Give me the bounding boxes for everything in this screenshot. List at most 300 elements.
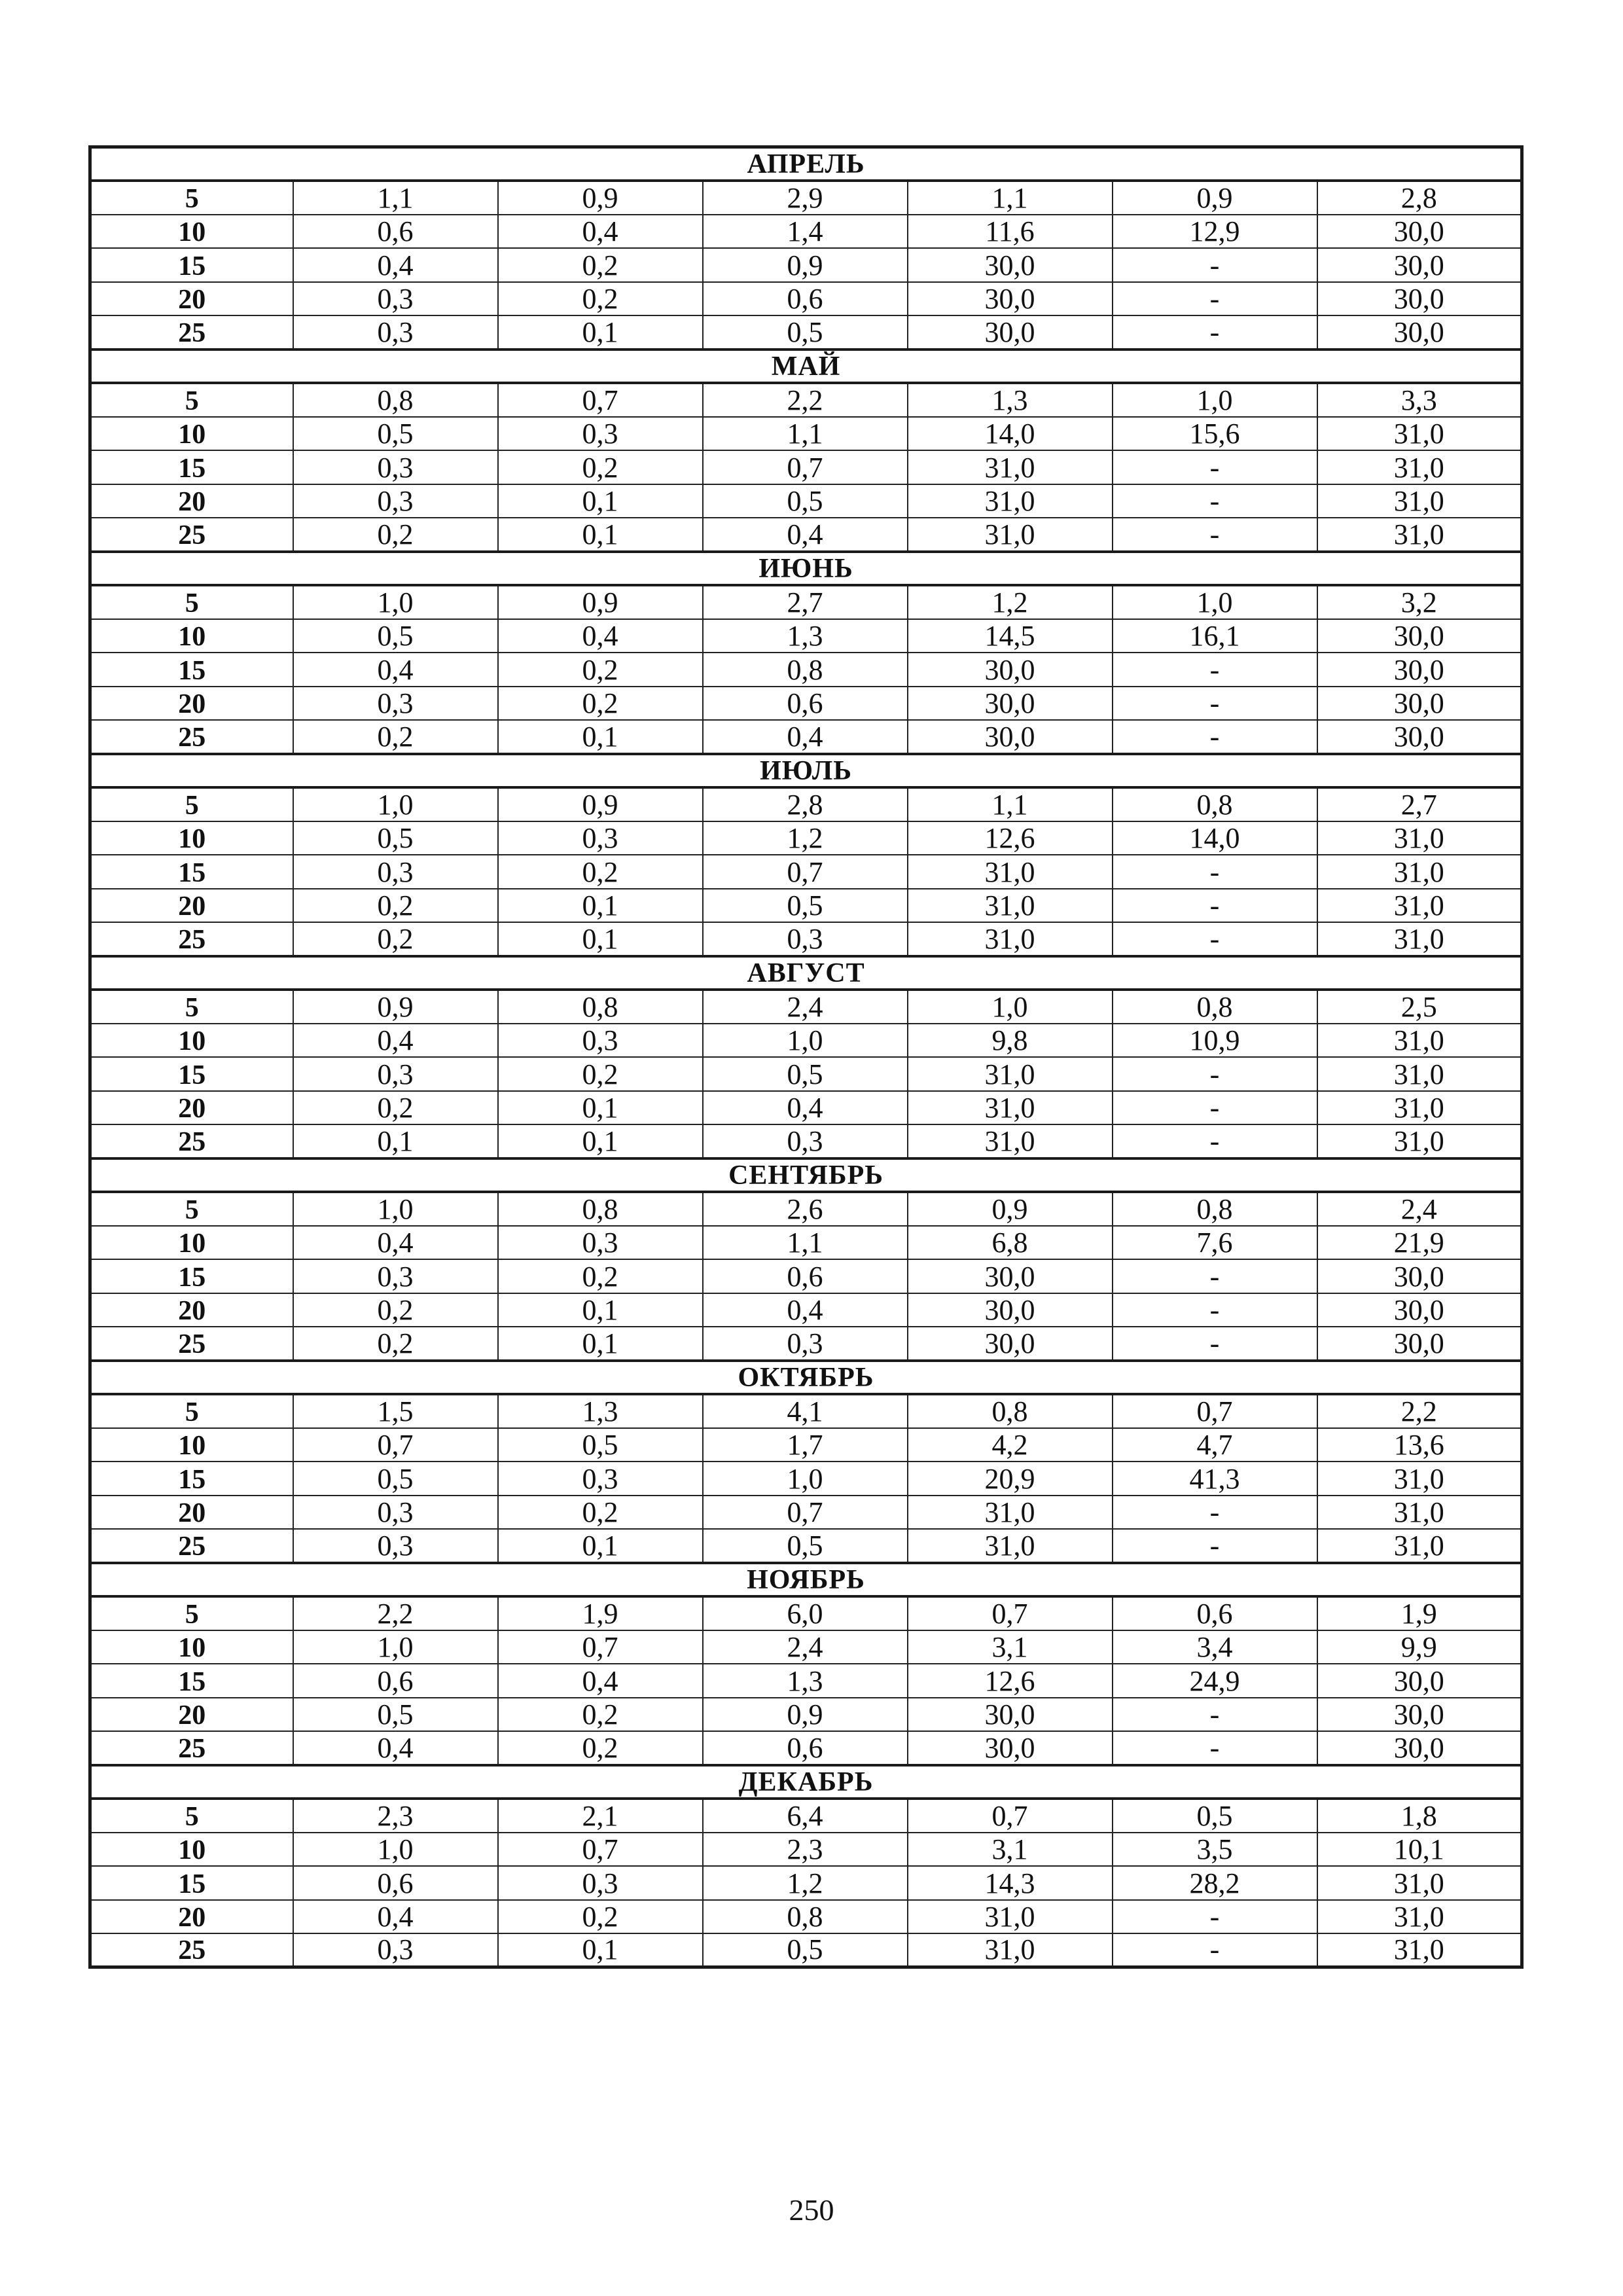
table-cell: 2,7 xyxy=(703,585,908,619)
table-row xyxy=(90,1833,1522,1867)
table-cell: 0,7 xyxy=(908,1799,1113,1833)
table-cell: 3,3 xyxy=(1317,383,1522,417)
table-cell: - xyxy=(1113,1327,1317,1361)
table-cell: 0,7 xyxy=(703,1496,908,1530)
table-cell: 31,0 xyxy=(908,518,1113,552)
table-row xyxy=(90,315,1522,350)
table-cell: - xyxy=(1113,518,1317,552)
table-cell: 0,7 xyxy=(908,1596,1113,1630)
table-cell: 31,0 xyxy=(1317,1900,1522,1934)
row-label: 25 xyxy=(90,315,293,350)
table-cell: 1,2 xyxy=(703,1866,908,1900)
table-cell: 0,9 xyxy=(498,787,703,821)
row-label: 10 xyxy=(90,821,293,855)
table-cell: 0,4 xyxy=(293,1900,498,1934)
table-cell: 0,2 xyxy=(293,518,498,552)
row-label: 10 xyxy=(90,417,293,451)
table-cell: 30,0 xyxy=(908,1731,1113,1765)
month-title: ИЮНЬ xyxy=(90,552,1522,586)
table-cell: 0,7 xyxy=(498,1833,703,1867)
row-label: 20 xyxy=(90,484,293,518)
table-cell: 0,2 xyxy=(498,1698,703,1732)
row-label: 15 xyxy=(90,450,293,484)
month-title: ДЕКАБРЬ xyxy=(90,1765,1522,1799)
row-label: 25 xyxy=(90,922,293,956)
table-cell: 31,0 xyxy=(908,1529,1113,1563)
table-cell: 0,3 xyxy=(293,855,498,889)
table-cell: 1,2 xyxy=(908,585,1113,619)
table-cell: 0,3 xyxy=(498,821,703,855)
table-cell: 30,0 xyxy=(908,1293,1113,1327)
table-cell: 2,9 xyxy=(703,181,908,215)
month-title: МАЙ xyxy=(90,350,1522,384)
row-label: 10 xyxy=(90,215,293,249)
table-cell: 30,0 xyxy=(908,315,1113,350)
table-row xyxy=(90,1124,1522,1158)
table-cell: 1,8 xyxy=(1317,1799,1522,1833)
table-cell: 1,0 xyxy=(1113,585,1317,619)
row-label: 5 xyxy=(90,383,293,417)
table-cell: 1,0 xyxy=(293,585,498,619)
table-cell: 30,0 xyxy=(1317,619,1522,653)
table-row xyxy=(90,653,1522,687)
row-label: 15 xyxy=(90,1866,293,1900)
table-cell: 1,5 xyxy=(293,1394,498,1428)
table-cell: 0,3 xyxy=(293,687,498,721)
table-cell: 30,0 xyxy=(1317,1698,1522,1732)
table-cell: - xyxy=(1113,1124,1317,1158)
table-cell: 2,1 xyxy=(498,1799,703,1833)
row-label: 5 xyxy=(90,1394,293,1428)
row-label: 20 xyxy=(90,1293,293,1327)
table-row xyxy=(90,1933,1522,1967)
row-label: 15 xyxy=(90,1259,293,1293)
table-cell: 2,8 xyxy=(703,787,908,821)
table-cell: 31,0 xyxy=(1317,821,1522,855)
table-cell: 0,8 xyxy=(1113,787,1317,821)
row-label: 25 xyxy=(90,1731,293,1765)
table-cell: 0,2 xyxy=(498,687,703,721)
table-cell: 31,0 xyxy=(1317,1529,1522,1563)
table-cell: - xyxy=(1113,889,1317,923)
table-cell: 0,5 xyxy=(703,889,908,923)
table-row xyxy=(90,1900,1522,1934)
table-cell: 2,3 xyxy=(703,1833,908,1867)
table-cell: 31,0 xyxy=(1317,1057,1522,1091)
table-cell: 30,0 xyxy=(1317,653,1522,687)
table-cell: 0,2 xyxy=(498,248,703,282)
table-cell: 0,4 xyxy=(498,1664,703,1698)
table-cell: 41,3 xyxy=(1113,1462,1317,1496)
table-row xyxy=(90,1293,1522,1327)
table-cell: 0,1 xyxy=(293,1124,498,1158)
month-title: СЕНТЯБРЬ xyxy=(90,1158,1522,1193)
row-label: 20 xyxy=(90,1091,293,1125)
row-label: 15 xyxy=(90,248,293,282)
table-cell: 31,0 xyxy=(908,855,1113,889)
table-cell: 31,0 xyxy=(908,1900,1113,1934)
table-cell: 0,5 xyxy=(293,417,498,451)
table-row xyxy=(90,1462,1522,1496)
row-label: 20 xyxy=(90,889,293,923)
table-cell: 0,3 xyxy=(293,282,498,316)
table-cell: 0,2 xyxy=(498,1496,703,1530)
table-cell: 30,0 xyxy=(908,653,1113,687)
table-cell: 0,2 xyxy=(498,653,703,687)
table-cell: 30,0 xyxy=(1317,720,1522,754)
table-cell: 0,4 xyxy=(293,1024,498,1058)
table-cell: 31,0 xyxy=(1317,922,1522,956)
row-label: 5 xyxy=(90,181,293,215)
table-cell: 31,0 xyxy=(908,889,1113,923)
page-number: 250 xyxy=(789,2193,834,2227)
table-cell: 0,3 xyxy=(498,1024,703,1058)
table-cell: 12,9 xyxy=(1113,215,1317,249)
table-cell: - xyxy=(1113,1529,1317,1563)
table-cell: 0,1 xyxy=(498,1933,703,1967)
table-cell: 0,8 xyxy=(498,990,703,1024)
table-cell: 31,0 xyxy=(1317,1866,1522,1900)
table-cell: 3,2 xyxy=(1317,585,1522,619)
row-label: 15 xyxy=(90,653,293,687)
row-label: 15 xyxy=(90,1057,293,1091)
table-row xyxy=(90,1664,1522,1698)
table-cell: 0,2 xyxy=(293,1091,498,1125)
table-cell: 31,0 xyxy=(1317,889,1522,923)
table-cell: 0,2 xyxy=(293,1327,498,1361)
table-cell: 30,0 xyxy=(1317,1664,1522,1698)
table-row xyxy=(90,720,1522,754)
table-cell: 0,4 xyxy=(703,1293,908,1327)
month-header-row xyxy=(90,552,1522,586)
table-cell: 0,8 xyxy=(908,1394,1113,1428)
table-cell: 31,0 xyxy=(908,922,1113,956)
table-cell: 0,3 xyxy=(498,1226,703,1260)
table-cell: 0,3 xyxy=(703,1327,908,1361)
table-cell: 14,0 xyxy=(908,417,1113,451)
table-cell: 0,6 xyxy=(703,282,908,316)
data-table xyxy=(88,145,1524,1969)
table-cell: 30,0 xyxy=(908,1698,1113,1732)
table-row xyxy=(90,619,1522,653)
table-cell: - xyxy=(1113,720,1317,754)
table-cell: 1,2 xyxy=(703,821,908,855)
table-cell: 31,0 xyxy=(1317,1024,1522,1058)
table-cell: 0,1 xyxy=(498,484,703,518)
row-label: 15 xyxy=(90,1462,293,1496)
table-cell: - xyxy=(1113,1698,1317,1732)
row-label: 20 xyxy=(90,687,293,721)
month-title: НОЯБРЬ xyxy=(90,1563,1522,1597)
table-cell: - xyxy=(1113,687,1317,721)
table-row xyxy=(90,1799,1522,1833)
row-label: 20 xyxy=(90,1698,293,1732)
table-cell: - xyxy=(1113,315,1317,350)
table-cell: 31,0 xyxy=(1317,1091,1522,1125)
table-cell: 31,0 xyxy=(1317,1462,1522,1496)
table-cell: 31,0 xyxy=(908,484,1113,518)
table-cell: 0,4 xyxy=(703,1091,908,1125)
table-row xyxy=(90,787,1522,821)
table-cell: 0,1 xyxy=(498,1529,703,1563)
table-cell: 0,4 xyxy=(498,619,703,653)
table-cell: 16,1 xyxy=(1113,619,1317,653)
row-label: 25 xyxy=(90,720,293,754)
table-cell: 0,5 xyxy=(293,1462,498,1496)
table-cell: 0,2 xyxy=(498,450,703,484)
table-cell: 0,4 xyxy=(293,653,498,687)
table-cell: 9,9 xyxy=(1317,1630,1522,1664)
table-cell: 0,4 xyxy=(293,248,498,282)
table-cell: 0,7 xyxy=(498,1630,703,1664)
table-cell: 31,0 xyxy=(1317,1124,1522,1158)
table-cell: 0,3 xyxy=(293,1933,498,1967)
table-cell: 1,0 xyxy=(703,1024,908,1058)
table-cell: 0,3 xyxy=(293,484,498,518)
table-cell: 0,9 xyxy=(1113,181,1317,215)
table-cell: 20,9 xyxy=(908,1462,1113,1496)
table-cell: 2,4 xyxy=(703,990,908,1024)
table-cell: 0,1 xyxy=(498,1293,703,1327)
table-cell: 0,5 xyxy=(293,619,498,653)
table-cell: 14,5 xyxy=(908,619,1113,653)
row-label: 25 xyxy=(90,1529,293,1563)
table-cell: 0,5 xyxy=(703,484,908,518)
row-label: 20 xyxy=(90,1900,293,1934)
table-cell: 0,9 xyxy=(703,1698,908,1732)
table-cell: 0,2 xyxy=(498,1259,703,1293)
table-cell: 0,2 xyxy=(293,922,498,956)
table-cell: 0,6 xyxy=(1113,1596,1317,1630)
table-cell: 1,1 xyxy=(703,1226,908,1260)
table-row xyxy=(90,1698,1522,1732)
table-cell: 0,2 xyxy=(498,1900,703,1934)
table-cell: 0,5 xyxy=(293,821,498,855)
table-cell: 0,2 xyxy=(293,889,498,923)
table-cell: 30,0 xyxy=(1317,1259,1522,1293)
table-cell: 2,8 xyxy=(1317,181,1522,215)
table-cell: - xyxy=(1113,1057,1317,1091)
table-cell: 30,0 xyxy=(908,282,1113,316)
table-cell: 0,1 xyxy=(498,1327,703,1361)
table-cell: 31,0 xyxy=(908,1057,1113,1091)
table-cell: 0,3 xyxy=(293,1259,498,1293)
table-cell: - xyxy=(1113,1933,1317,1967)
table-cell: 1,4 xyxy=(703,215,908,249)
table-cell: 15,6 xyxy=(1113,417,1317,451)
month-header-row xyxy=(90,147,1522,181)
table-row xyxy=(90,1226,1522,1260)
table-cell: 24,9 xyxy=(1113,1664,1317,1698)
month-header-row xyxy=(90,1765,1522,1799)
table-row xyxy=(90,1866,1522,1900)
table-cell: 0,1 xyxy=(498,720,703,754)
table-cell: - xyxy=(1113,1496,1317,1530)
table-cell: 4,1 xyxy=(703,1394,908,1428)
table-cell: 14,3 xyxy=(908,1866,1113,1900)
table-cell: 0,3 xyxy=(703,1124,908,1158)
table-row xyxy=(90,383,1522,417)
table-cell: 30,0 xyxy=(908,1259,1113,1293)
table-cell: 31,0 xyxy=(908,1091,1113,1125)
table-cell: 0,1 xyxy=(498,922,703,956)
table-cell: - xyxy=(1113,282,1317,316)
table-cell: - xyxy=(1113,1900,1317,1934)
table-cell: 3,4 xyxy=(1113,1630,1317,1664)
table-cell: 1,1 xyxy=(908,787,1113,821)
table-cell: 30,0 xyxy=(1317,687,1522,721)
table-cell: 1,9 xyxy=(498,1596,703,1630)
row-label: 15 xyxy=(90,855,293,889)
table-cell: 0,6 xyxy=(703,1731,908,1765)
table-cell: - xyxy=(1113,450,1317,484)
table-cell: 1,1 xyxy=(703,417,908,451)
table-row xyxy=(90,215,1522,249)
table-cell: 4,7 xyxy=(1113,1428,1317,1462)
table-cell: 0,4 xyxy=(703,720,908,754)
table-cell: 2,2 xyxy=(1317,1394,1522,1428)
table-cell: 1,7 xyxy=(703,1428,908,1462)
table-row xyxy=(90,889,1522,923)
table-cell: 0,3 xyxy=(293,1496,498,1530)
month-title: АПРЕЛЬ xyxy=(90,147,1522,181)
table-cell: 0,3 xyxy=(293,1057,498,1091)
table-row xyxy=(90,1091,1522,1125)
table-cell: 0,3 xyxy=(293,1529,498,1563)
table-cell: 1,0 xyxy=(908,990,1113,1024)
table-cell: 3,1 xyxy=(908,1833,1113,1867)
table-cell: 30,0 xyxy=(1317,1327,1522,1361)
table-cell: - xyxy=(1113,1259,1317,1293)
table-row xyxy=(90,1529,1522,1563)
table-cell: - xyxy=(1113,1731,1317,1765)
table-cell: 0,6 xyxy=(293,215,498,249)
table-cell: 0,6 xyxy=(293,1664,498,1698)
table-cell: 1,0 xyxy=(703,1462,908,1496)
table-row xyxy=(90,1024,1522,1058)
row-label: 5 xyxy=(90,1799,293,1833)
table-cell: 31,0 xyxy=(1317,484,1522,518)
table-cell: 0,3 xyxy=(703,922,908,956)
table-cell: 0,2 xyxy=(498,855,703,889)
table-cell: 2,5 xyxy=(1317,990,1522,1024)
table-cell: - xyxy=(1113,922,1317,956)
row-label: 5 xyxy=(90,585,293,619)
table-cell: 2,4 xyxy=(703,1630,908,1664)
table-cell: 0,4 xyxy=(498,215,703,249)
table-row xyxy=(90,585,1522,619)
table-cell: 0,4 xyxy=(293,1731,498,1765)
month-title: ОКТЯБРЬ xyxy=(90,1361,1522,1395)
table-row xyxy=(90,1259,1522,1293)
table-cell: 2,7 xyxy=(1317,787,1522,821)
table-cell: 0,6 xyxy=(703,1259,908,1293)
table-cell: 1,0 xyxy=(293,787,498,821)
table-cell: 0,2 xyxy=(293,1293,498,1327)
table-cell: 9,8 xyxy=(908,1024,1113,1058)
month-header-row xyxy=(90,956,1522,990)
table-cell: 14,0 xyxy=(1113,821,1317,855)
table-cell: 0,8 xyxy=(293,383,498,417)
table-cell: 0,9 xyxy=(498,585,703,619)
table-cell: 30,0 xyxy=(1317,215,1522,249)
table-cell: 28,2 xyxy=(1113,1866,1317,1900)
table-row xyxy=(90,181,1522,215)
table-cell: 0,1 xyxy=(498,518,703,552)
table-row xyxy=(90,518,1522,552)
table-row xyxy=(90,1057,1522,1091)
table-cell: 0,3 xyxy=(498,1866,703,1900)
row-label: 15 xyxy=(90,1664,293,1698)
row-label: 5 xyxy=(90,787,293,821)
row-label: 5 xyxy=(90,1596,293,1630)
table-cell: 0,5 xyxy=(703,1933,908,1967)
row-label: 20 xyxy=(90,282,293,316)
table-cell: 0,6 xyxy=(703,687,908,721)
row-label: 25 xyxy=(90,1933,293,1967)
table-cell: 1,3 xyxy=(908,383,1113,417)
table-cell: 0,7 xyxy=(703,855,908,889)
table-cell: 0,9 xyxy=(293,990,498,1024)
table-cell: 0,8 xyxy=(703,1900,908,1934)
table-cell: 3,5 xyxy=(1113,1833,1317,1867)
table-cell: 6,4 xyxy=(703,1799,908,1833)
row-label: 10 xyxy=(90,1428,293,1462)
table-cell: 0,1 xyxy=(498,889,703,923)
table-cell: 2,3 xyxy=(293,1799,498,1833)
table-cell: 1,3 xyxy=(498,1394,703,1428)
table-cell: 0,8 xyxy=(1113,990,1317,1024)
table-cell: 1,3 xyxy=(703,619,908,653)
row-label: 10 xyxy=(90,1226,293,1260)
table-cell: 21,9 xyxy=(1317,1226,1522,1260)
table-cell: 0,9 xyxy=(908,1192,1113,1226)
table-cell: 6,0 xyxy=(703,1596,908,1630)
table-cell: 31,0 xyxy=(1317,855,1522,889)
table-cell: 0,5 xyxy=(703,1529,908,1563)
table-cell: 0,5 xyxy=(703,315,908,350)
table-cell: - xyxy=(1113,855,1317,889)
table-cell: 0,7 xyxy=(293,1428,498,1462)
table-row xyxy=(90,855,1522,889)
table-cell: 1,1 xyxy=(293,181,498,215)
table-cell: 0,8 xyxy=(498,1192,703,1226)
table-cell: - xyxy=(1113,248,1317,282)
table-cell: - xyxy=(1113,653,1317,687)
row-label: 10 xyxy=(90,1630,293,1664)
table-cell: 0,9 xyxy=(498,181,703,215)
table-cell: 1,0 xyxy=(293,1833,498,1867)
table-cell: 10,1 xyxy=(1317,1833,1522,1867)
row-label: 5 xyxy=(90,1192,293,1226)
table-cell: 1,1 xyxy=(908,181,1113,215)
table-cell: 0,5 xyxy=(498,1428,703,1462)
table-cell: - xyxy=(1113,1091,1317,1125)
row-label: 10 xyxy=(90,1833,293,1867)
table-cell: 30,0 xyxy=(1317,1293,1522,1327)
table-cell: 30,0 xyxy=(908,1327,1113,1361)
table-cell: 7,6 xyxy=(1113,1226,1317,1260)
row-label: 25 xyxy=(90,1124,293,1158)
table-cell: 31,0 xyxy=(908,1933,1113,1967)
table-cell: 0,8 xyxy=(1113,1192,1317,1226)
table-cell: 0,7 xyxy=(1113,1394,1317,1428)
table-cell: 13,6 xyxy=(1317,1428,1522,1462)
table-row xyxy=(90,922,1522,956)
table-cell: 11,6 xyxy=(908,215,1113,249)
table-cell: - xyxy=(1113,1293,1317,1327)
table-cell: 0,5 xyxy=(703,1057,908,1091)
